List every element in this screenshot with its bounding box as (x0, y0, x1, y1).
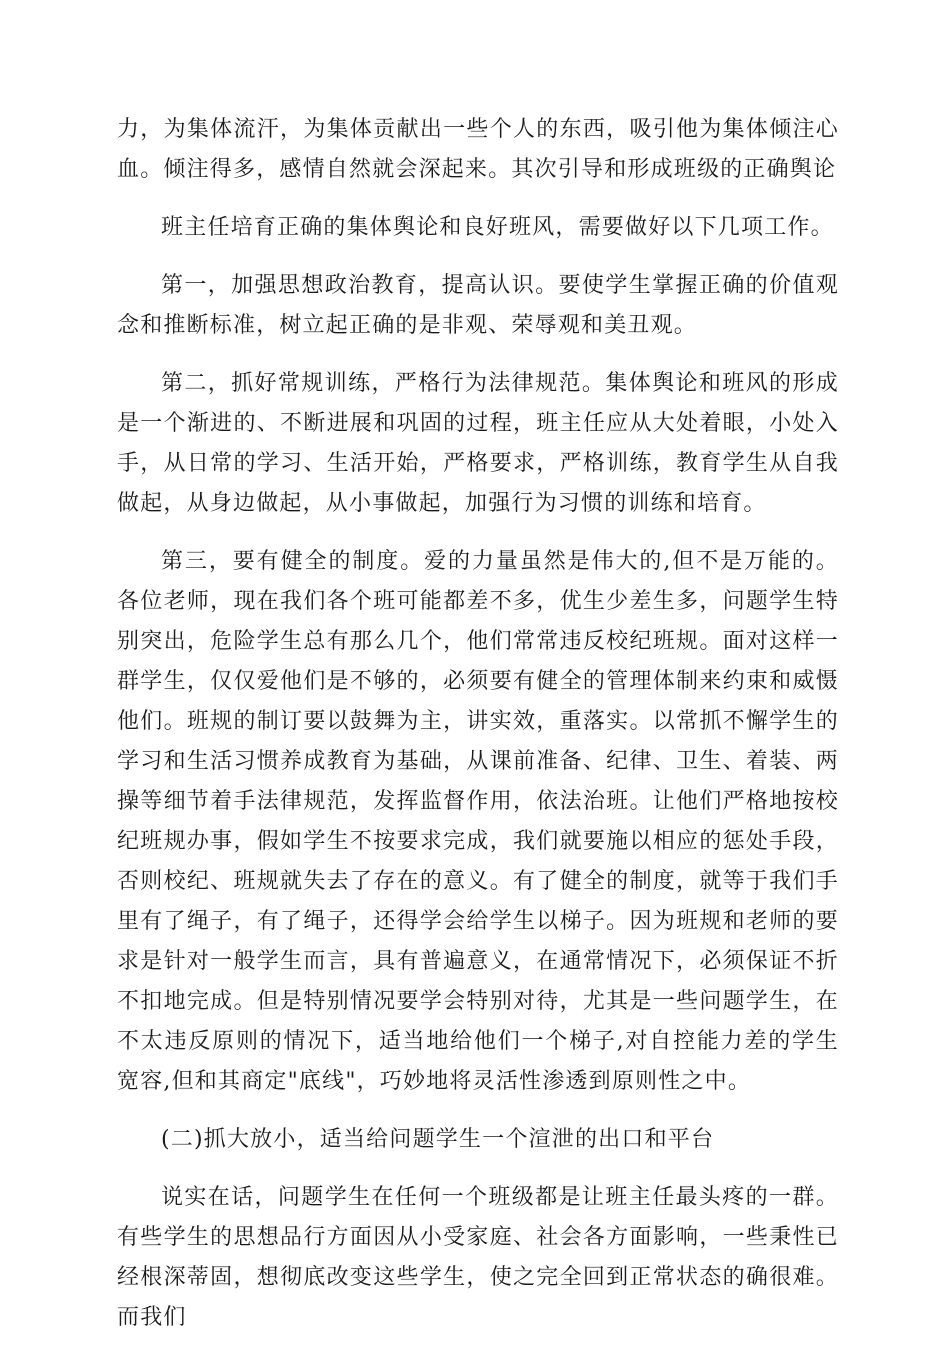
paragraph-second-point: 第二，抓好常规训练，严格行为法律规范。集体舆论和班风的形成是一个渐进的、不断进展和巩固的过程，班主任应从大处着眼，小处入手，从日常的学习、生活开始，严格要求，严格训练，教育学生从自我做起，从身边做起，从小事做起，加强行为习惯的训练和培育。 (117, 371, 839, 516)
document-body (117, 110, 839, 1356)
paragraph-problem-students: 说实在话，问题学生在任何一个班级都是让班主任最头疼的一群。有些学生的思想品行方面因从小受家庭、社会各方面影响，一些秉性已经根深蒂固，想彻底改变这些学生，使之完全回到正常状态的确很难。而我们 (117, 1185, 839, 1330)
paragraph-intro: 班主任培育正确的集体舆论和良好班风，需要做好以下几项工作。 (161, 215, 834, 240)
paragraph-third-point: 第三，要有健全的制度。爱的力量虽然是伟大的,但不是万能的。各位老师，现在我们各个班可能都差不多，优生少差生多，问题学生特别突出，危险学生总有那么几个，他们常常违反校纪班规。面对这样一群学生，仅仅爱他们是不够的，必须要有健全的管理体制来约束和威慑他们。班规的制订要以鼓舞为主，讲实效，重落实。以常抓不懈学生的学习和生活习惯养成教育为基础，从课前准备、纪律、卫生、着装、两操等细节着手法律规范，发挥监督作用，依法治班。让他们严格地按校纪班规办事，假如学生不按要求完成，我们就要施以相应的惩处手段，否则校纪、班规就失去了存在的意义。有了健全的制度，就等于我们手里有了绳子，有了绳子，还得学会给学生以梯子。因为班规和老师的要求是针对一般学生而言，具有普遍意义，在通常情况下，必须保证不折不扣地完成。但是特别情况要学会特别对待，尤其是一些问题学生，在不太违反原则的情况下，适当地给他们一个梯子,对自控能力差的学生宽容,但和其商定"底线"，巧妙地将灵活性渗透到原则性之中。 (117, 549, 839, 1094)
paragraph-continuation: 力，为集体流汗，为集体贡献出一些个人的东西，吸引他为集体倾注心血。倾注得多，感情自然就会深起来。其次引导和形成班级的正确舆论 (117, 117, 839, 182)
section-heading: (二)抓大放小，适当给问题学生一个渲泄的出口和平台 (161, 1127, 715, 1152)
paragraph-first-point: 第一，加强思想政治教育，提高认识。要使学生掌握正确的价值观念和推断标准，树立起正确的是非观、荣辱观和美丑观。 (117, 273, 839, 338)
